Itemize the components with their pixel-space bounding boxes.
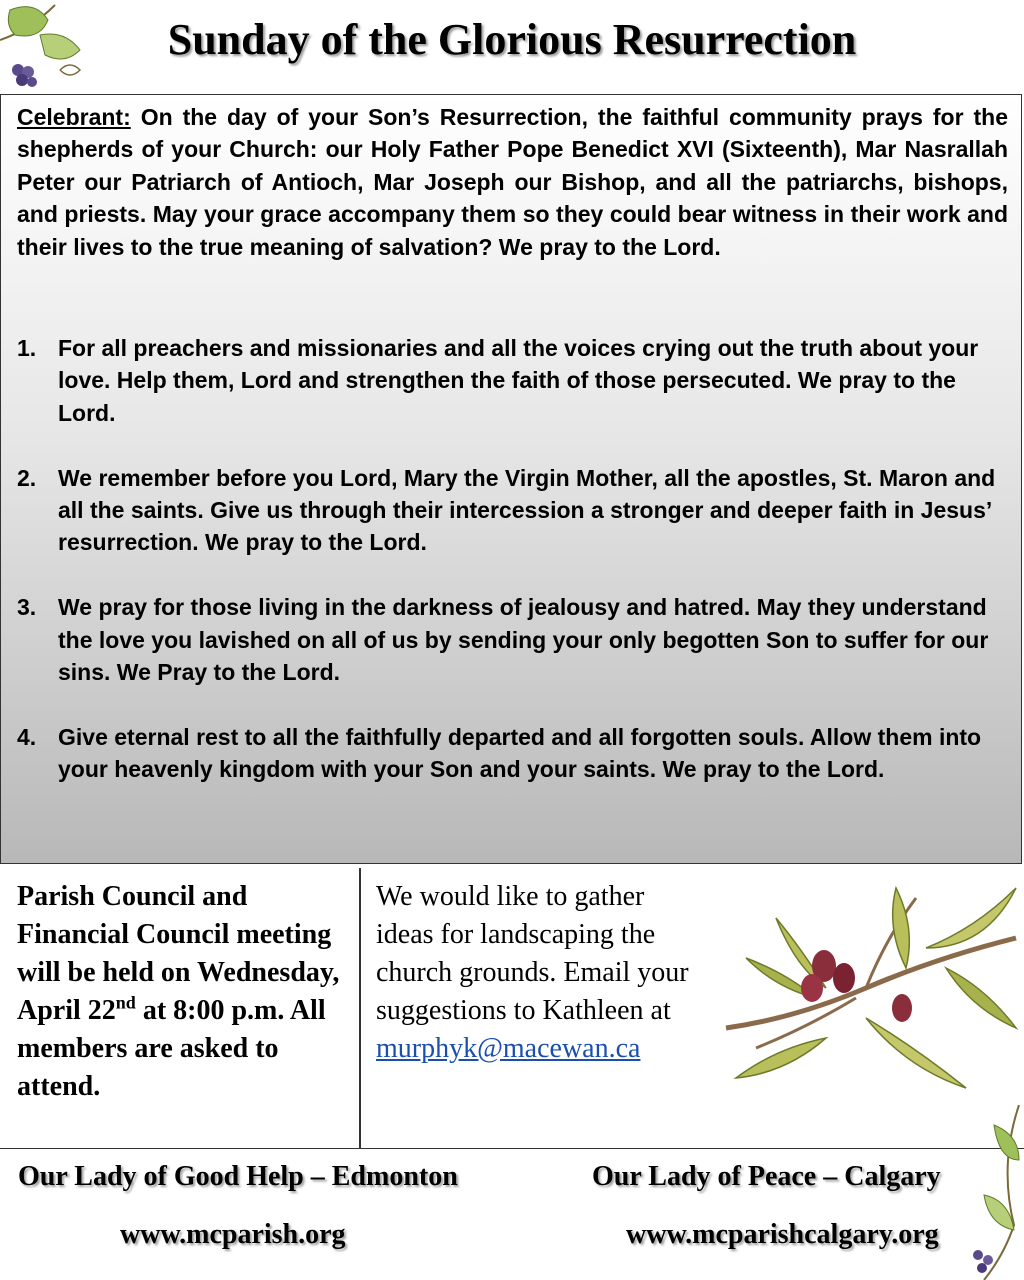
petition-number: 4. [17, 723, 37, 750]
celebrant-paragraph [17, 101, 1008, 263]
petition-text: We remember before you Lord, Mary the Virgin Mother, all the apostles, St. Maron and all the saints. Give us through their intercession a stronger and deeper faith in Jesus’ resurrection. We pray to the Lord. [58, 464, 996, 556]
petition-number: 2. [17, 464, 37, 491]
celebrant-text: On the day of your Son’s Resurrection, the faithful community prays for the shepherds of your Church: our Holy Father Pope Benedict XVI (Sixteenth), Mar Nasrallah Peter our Patriarch of Antioch, Mar Joseph our Bishop, and all the patriarchs, bishops, and priests. May your grace accompany them so they could bear witness in their work and their lives to the true meaning of salvation? We pray to the Lord. [17, 104, 1008, 260]
petition-text: For all preachers and missionaries and all the voices crying out the truth about your love. Help them, Lord and strengthen the faith of those persecuted. We pray to the Lord. [58, 335, 979, 426]
page-title: Sunday of the Glorious Resurrection [167, 15, 857, 64]
petition-number: 1. [17, 335, 37, 361]
petition-list [17, 332, 1017, 818]
council-meeting-notice [17, 878, 347, 1106]
ordinal-suffix: nd [115, 992, 136, 1013]
prayer-box [0, 94, 1022, 864]
calgary-parish-name: Our Lady of Peace – Calgary [592, 1161, 941, 1192]
olive-branch-icon [716, 878, 1022, 1106]
list-item [17, 591, 1017, 688]
column-divider [359, 868, 361, 1148]
celebrant-label: Celebrant: [17, 104, 131, 130]
grapevine-corner-icon [964, 1105, 1024, 1280]
edmonton-parish-name: Our Lady of Good Help – Edmonton [18, 1161, 458, 1192]
footer [0, 1148, 1024, 1280]
landscaping-notice-text: We would like to gather ideas for landscaping the church grounds. Email your suggestions to Kathleen at [376, 881, 689, 1026]
landscaping-notice [376, 878, 706, 1068]
list-item [17, 721, 1017, 786]
council-notice-text: Parish Council and Financial Council meeting will be held on Wednesday, April 22 [17, 881, 340, 1026]
list-item [17, 332, 1017, 429]
petition-number: 3. [17, 594, 37, 621]
council-notice-text-end: at 8:00 p.m. All members are asked to attend. [17, 995, 326, 1102]
calgary-parish-url[interactable]: www.mcparishcalgary.org [626, 1219, 939, 1250]
list-item [17, 462, 1017, 559]
petition-text: Give eternal rest to all the faithfully departed and all forgotten souls. Allow them into your heavenly kingdom with your Son and your saints. We pray to the Lord. [58, 723, 982, 783]
announcements-section [0, 864, 1024, 1149]
email-link[interactable]: murphyk@macewan.ca [376, 1033, 641, 1064]
petition-text: We pray for those living in the darkness of jealousy and hatred. May they understand the love you lavished on all of us by sending your only begotten Son to suffer for our sins. We Pray to the Lord. [58, 594, 989, 686]
edmonton-parish-url[interactable]: www.mcparish.org [120, 1219, 346, 1250]
